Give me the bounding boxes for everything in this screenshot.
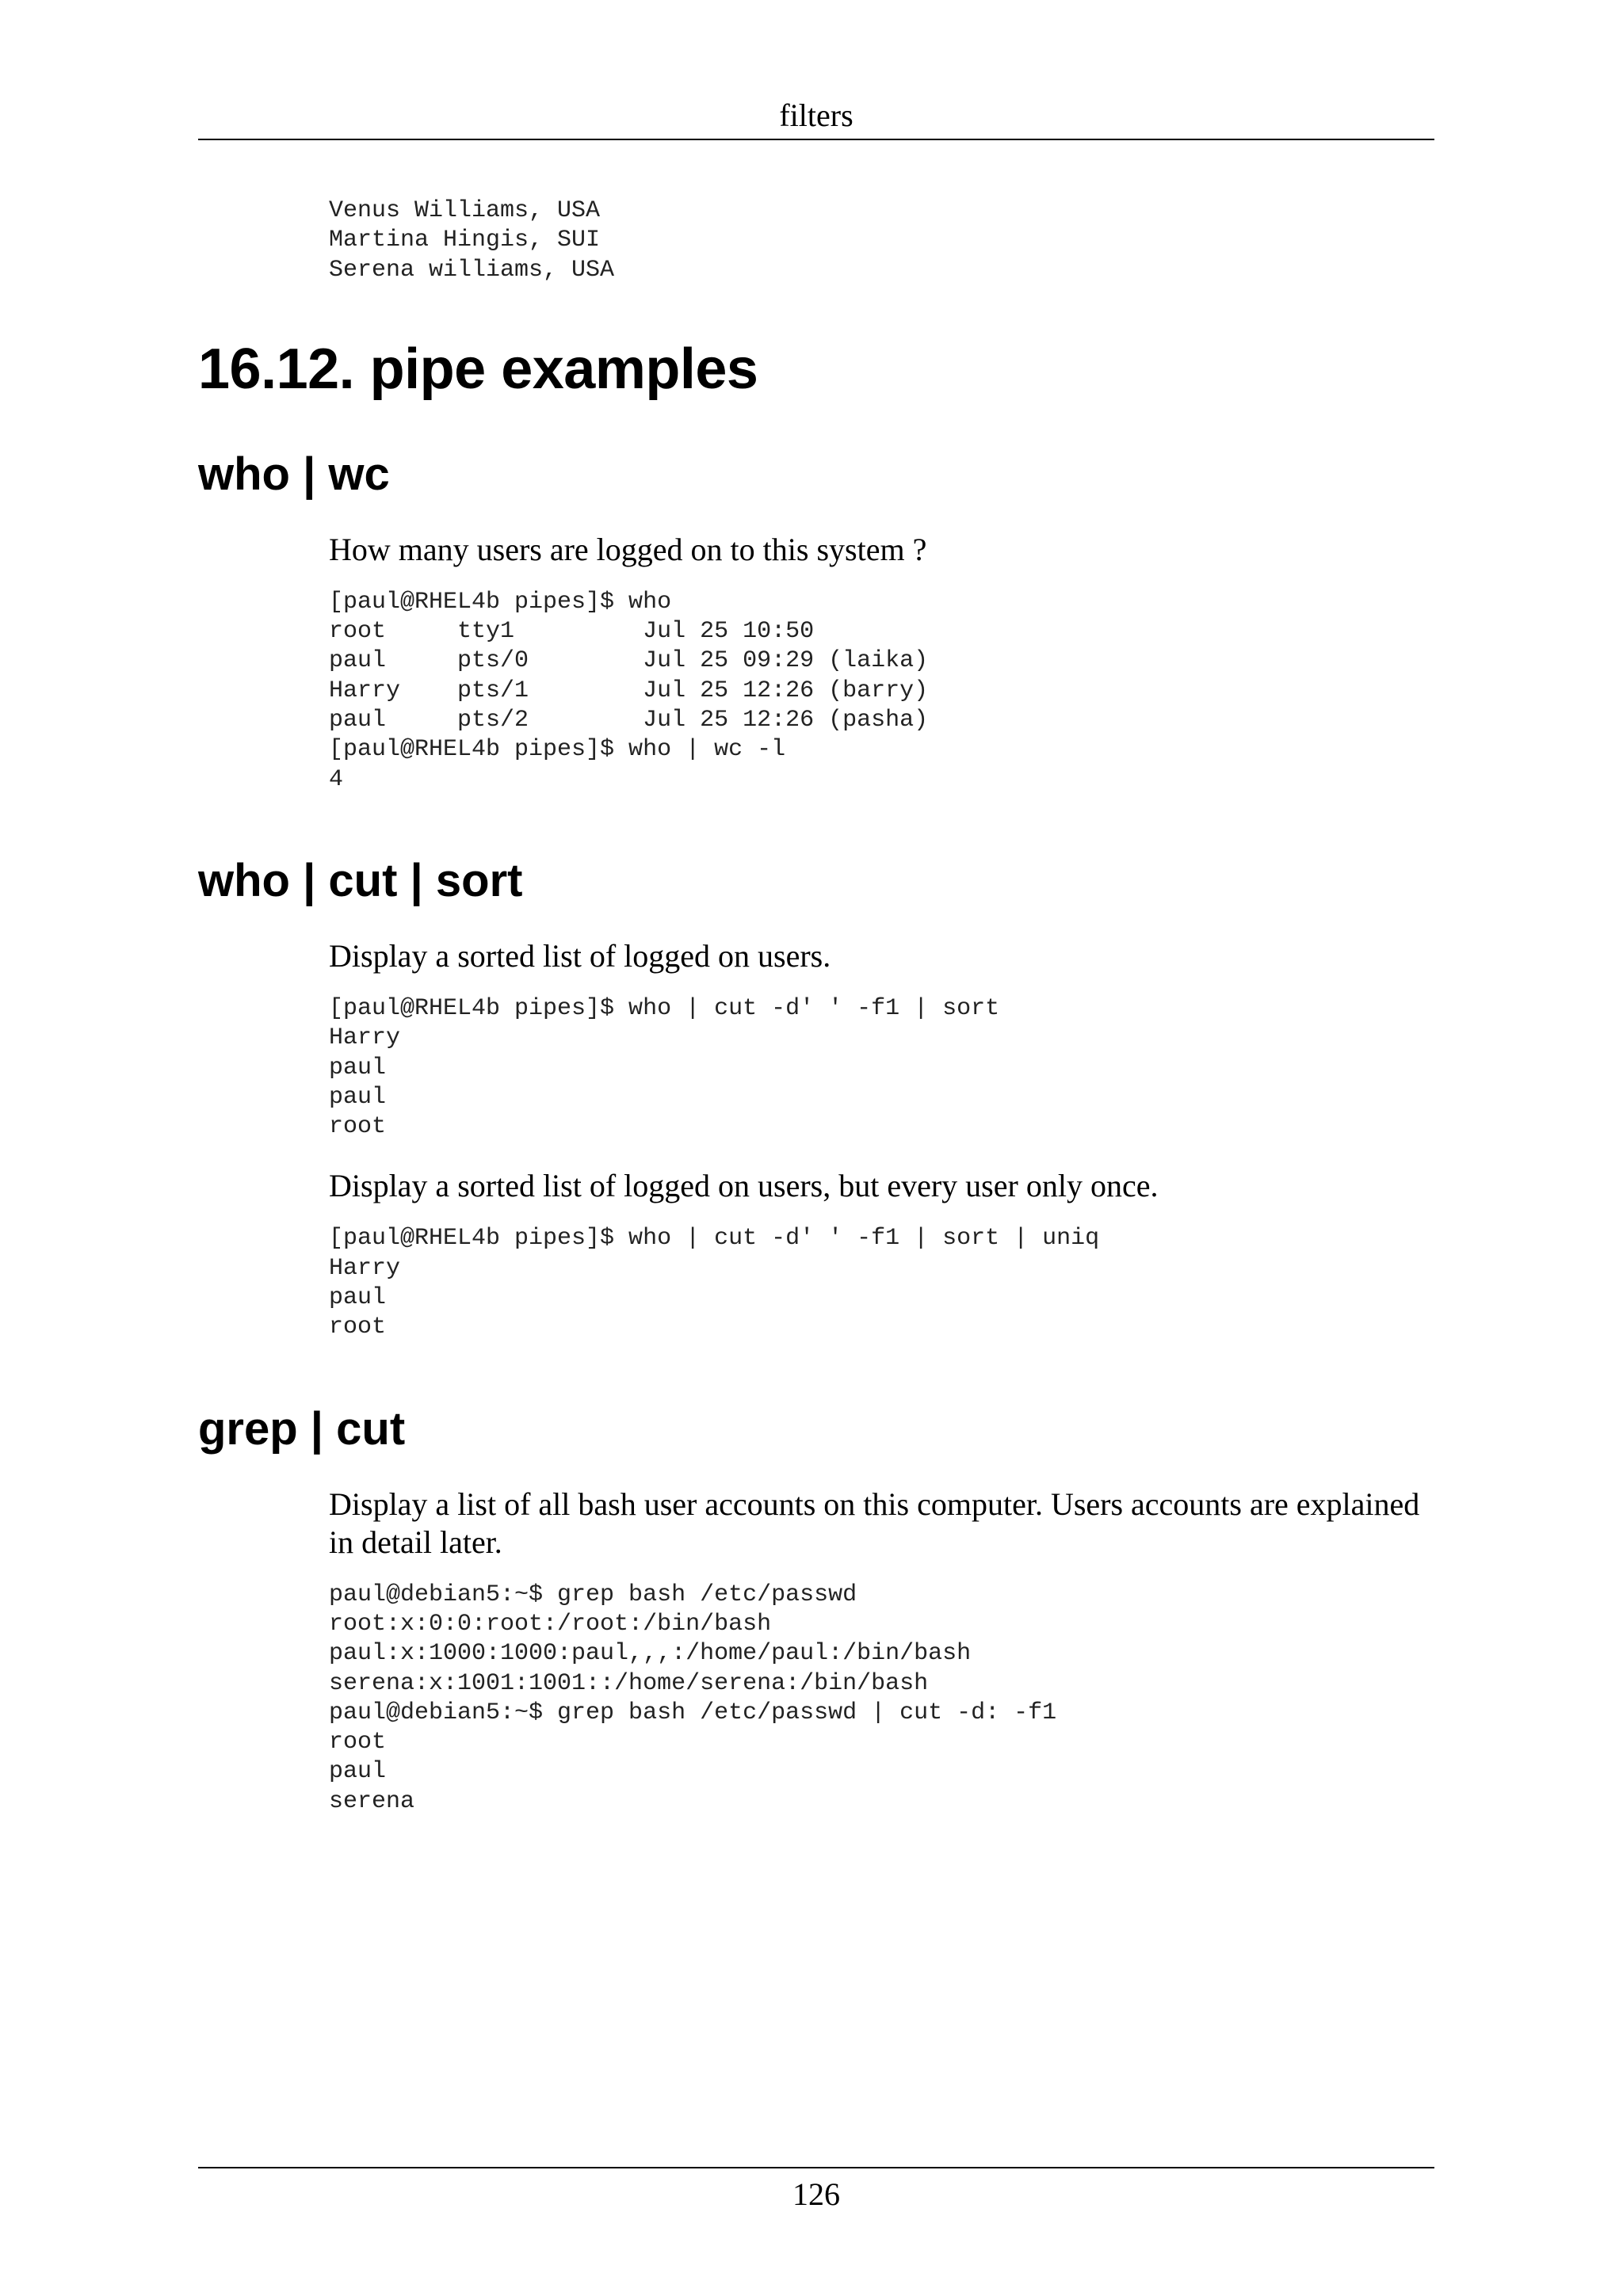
subsection-title-grep-cut: grep | cut xyxy=(198,1402,406,1455)
code-block-who-wc: [paul@RHEL4b pipes]$ who root tty1 Jul 25 10:50 paul pts/0 Jul 25 09:29 (laika) Harry pts/1 Jul 25 12:26 (barry) paul pts/2 Jul 25 12:26 (pasha) [paul@RHEL4b pipes]$ who | wc -l 4 xyxy=(329,588,929,793)
paragraph-who-wc: How many users are logged on to this system ? xyxy=(329,531,927,567)
section-title: 16.12. pipe examples xyxy=(198,337,758,401)
header-rule xyxy=(198,139,1434,140)
running-header: filters xyxy=(779,97,854,133)
subsection-title-who-wc: who | wc xyxy=(198,448,390,500)
code-block-sort: [paul@RHEL4b pipes]$ who | cut -d' ' -f1 | sort Harry paul paul root xyxy=(329,994,1000,1141)
page-content xyxy=(198,196,1434,1817)
intro-code-block: Venus Williams, USA Martina Hingis, SUI Serena williams, USA xyxy=(329,197,615,284)
paragraph-sorted-users: Display a sorted list of logged on users. xyxy=(329,937,831,974)
footer-rule xyxy=(198,2167,1434,2168)
code-block-uniq: [paul@RHEL4b pipes]$ who | cut -d' ' -f1 | sort | uniq Harry paul root xyxy=(329,1225,1100,1341)
subsection-title-who-cut-sort: who | cut | sort xyxy=(198,854,523,906)
code-block-grep-cut: paul@debian5:~$ grep bash /etc/passwd root:x:0:0:root:/root:/bin/bash paul:x:1000:1000:paul,,,:/home/paul:/bin/bash serena:x:1001:1001::/home/serena:/bin/bash paul@debian5:~$ grep bash /etc/passwd | cut -d: -f1 root paul serena xyxy=(329,1581,1057,1815)
paragraph-sorted-users-uniq: Display a sorted list of logged on users, but every user only once. xyxy=(329,1168,1159,1204)
page-number: 126 xyxy=(792,2176,840,2212)
paragraph-bash-accounts: Display a list of all bash user accounts on this computer. Users accounts are explained in detail later. xyxy=(329,1486,1420,1560)
